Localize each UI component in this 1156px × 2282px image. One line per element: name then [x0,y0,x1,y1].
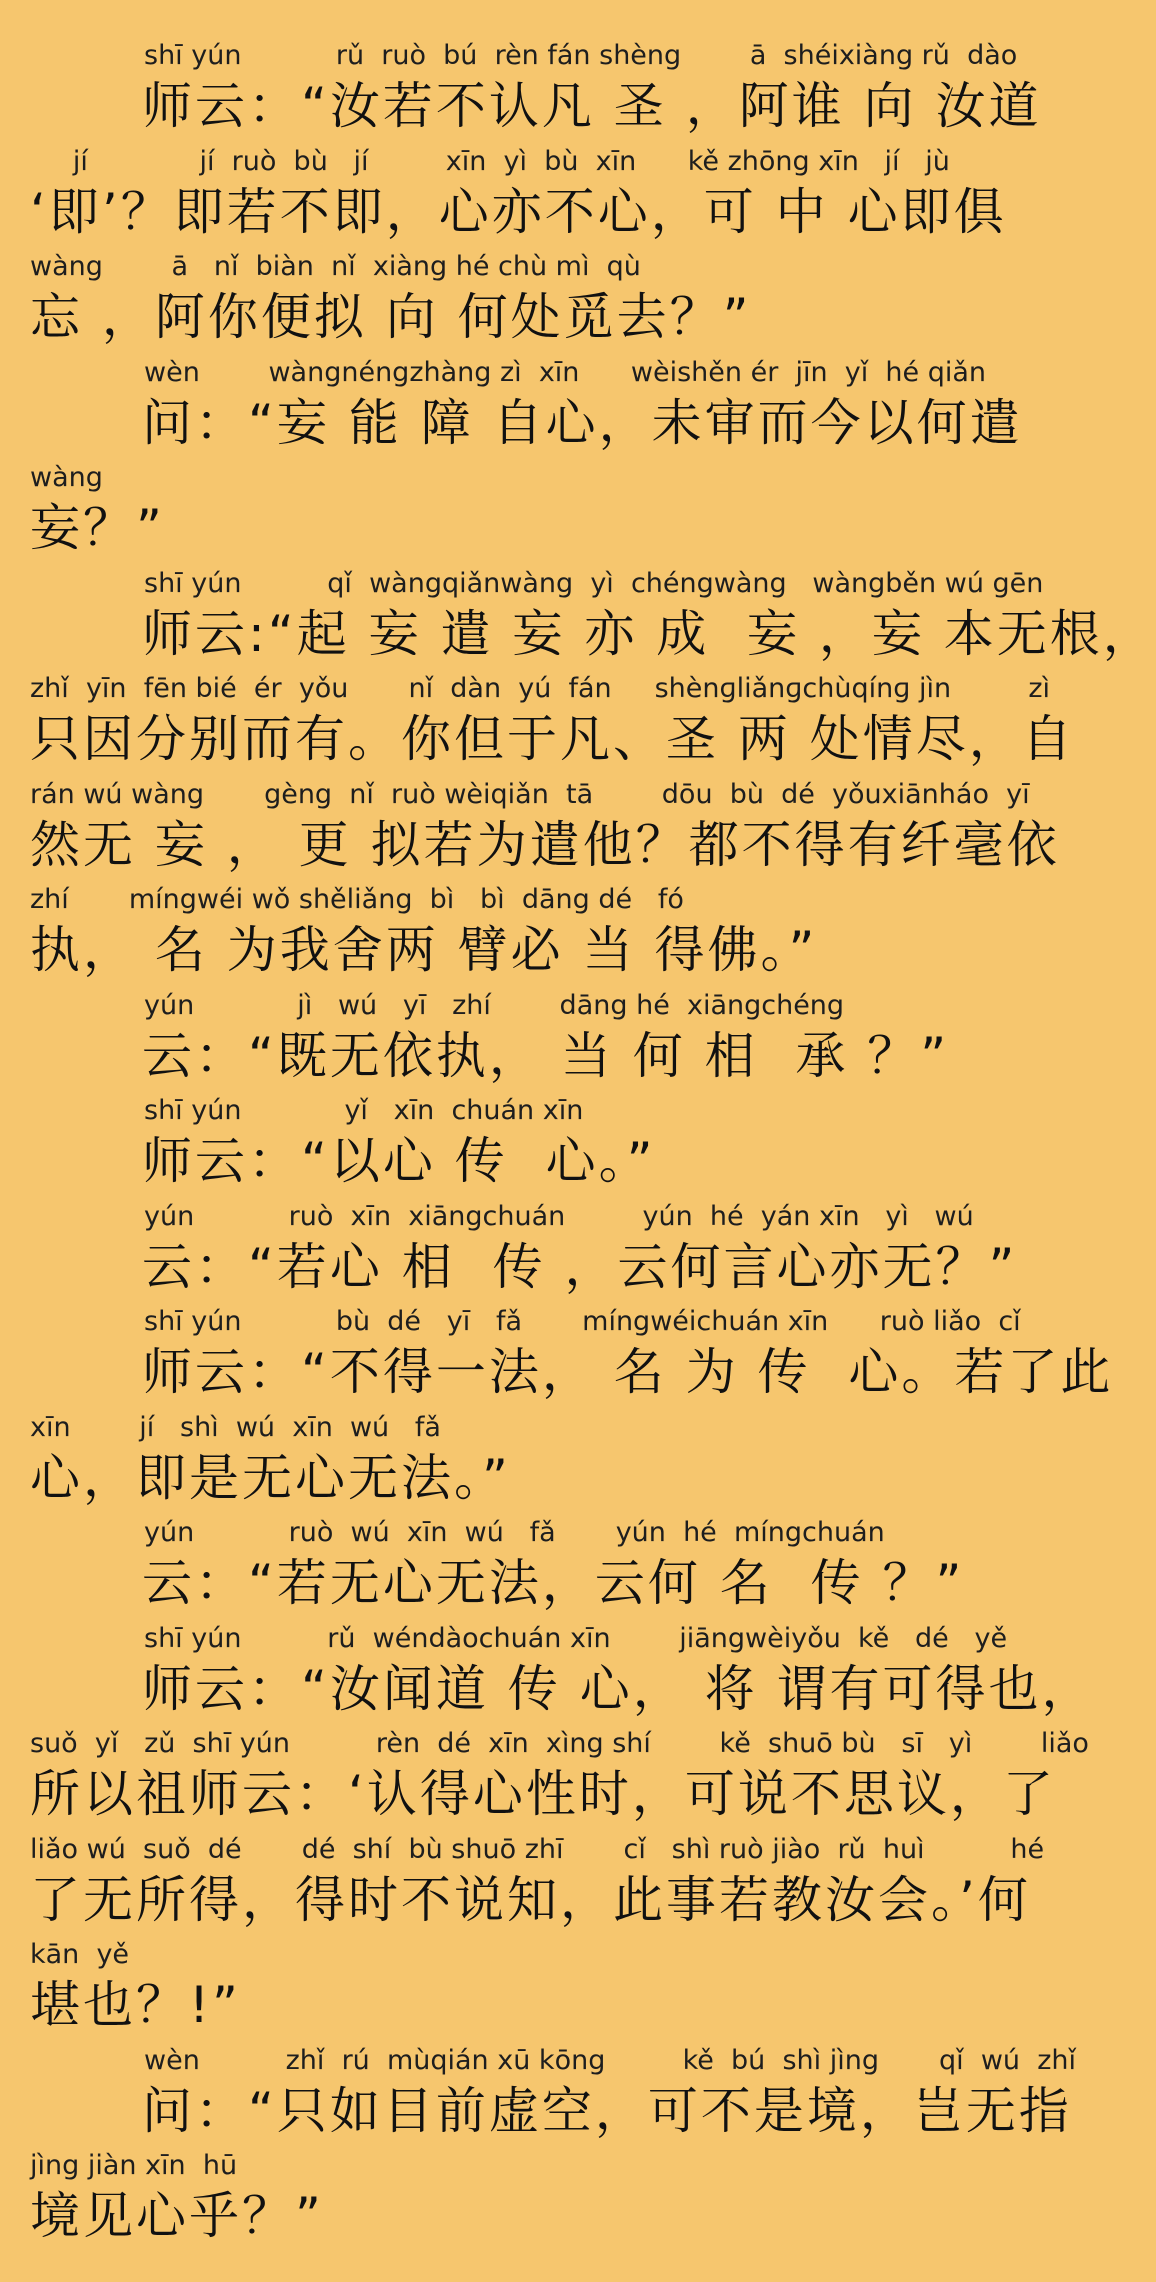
pinyin-line: yún ruò xīn xiāngchuán yún hé yán xīn yì wú [144,1200,974,1232]
text-line [30,1093,1050,1199]
pinyin-line: zhǐ yīn fēn bié ér yǒu nǐ dàn yú fán shènɡliǎnɡchùqínɡ jìn zì [30,673,1050,704]
pinyin-line: wàng [30,462,103,493]
pinyin-line: shī yún yǐ xīn chuán xīn [144,1095,584,1126]
text-line [30,38,1050,144]
text-line [30,988,1050,1094]
hanzi-line: 心，即是无心无法。” [30,1448,511,1507]
hanzi-line: 境见心乎？” [30,2187,324,2245]
pinyin-line: shī yún rǔ ruò bú rèn fán shèng ā shéixiàng rǔ dào [144,40,1018,71]
pinyin-line: xīn jí shì wú xīn wú fǎ [30,1411,441,1443]
pinyin-line: shī yún bù dé yī fǎ míngwéichuán xīn ruò liǎo cǐ [144,1306,1021,1337]
hanzi-line: 问：“妄 能 障 自心，未审而今以何遣 [142,393,1023,452]
text-line [30,1199,1050,1305]
text-line [30,1515,1050,1621]
text-line [30,1410,1050,1516]
text-line [30,355,1050,461]
text-line [30,144,1050,250]
pinyin-line: wèn wàngnéngzhàng zì xīn wèishěn ér jīn yǐ hé qiǎn [144,356,986,388]
pinyin-line: shī yún qǐ wàngqiǎnwàng yì chéngwàng wàngběn wú gēn [144,567,1044,599]
text-line [30,460,1050,566]
pinyin-line: zhí míngwéi wǒ shěliǎng bì bì dāng dé fó [30,884,684,915]
hanzi-line: 然无 妄 ， 更 拟若为遣他？都不得有纤毫依 [30,815,1060,874]
pinyin-line: rán wú wàng gèng nǐ ruò wèiqiǎn tā dōu bù dé yǒuxiānháo yī [30,778,1030,810]
pinyin-line: suǒ yǐ zǔ shī yún rèn dé xīn xìng shí kě shuō bù sī yì liǎo [30,1728,1089,1759]
text-line [30,1304,1114,1410]
text-line [30,1937,1050,2043]
hanzi-line: 师云：“汝若不认凡 圣 ，阿谁 向 汝道 [142,77,1042,135]
text-line [30,2148,1050,2254]
hanzi-line: 忘 ，阿你便拟 向 何处觅去？” [30,288,752,346]
pinyin-line: wèn zhǐ rú mùqián xū kōng kě bú shì jìng qǐ wú zhǐ [144,2044,1076,2076]
hanzi-line: 堪也？!” [30,1976,241,2034]
hanzi-line: 师云:“起 妄 遣 妄 亦 成 妄 ，妄 本无根， [142,604,1156,663]
hanzi-line: 师云：“以心 传 心。” [142,1132,656,1190]
hanzi-line: 师云：“汝闻道 传 心， 将 谓有可得也， [142,1659,1095,1718]
hanzi-line: 只因分别而有。你但于凡、圣 两 处情尽，自 [30,710,1075,768]
hanzi-line: 所以祖师云：‘认得心性时，可说不思议，了 [30,1765,1056,1823]
text-line [30,882,1050,988]
hanzi-line: 云：“若心 相 传 ，云何言心亦无？” [142,1237,1018,1296]
pinyin-line: yún ruò wú xīn wú fǎ yún hé míngchuán [144,1517,885,1548]
text-line [30,249,1050,355]
hanzi-line: 问：“只如目前虚空，可不是境，岂无指 [142,2081,1072,2140]
text-line [30,1726,1089,1832]
hanzi-line: ‘即’？即若不即，心亦不心，可 中 心即俱 [30,182,1007,241]
text-line [30,2043,1076,2149]
pinyin-line: yún jì wú yī zhí dāng hé xiāngchéng [144,989,845,1021]
text-line [30,777,1060,883]
pinyin-line: jí jí ruò bù jí xīn yì bù xīn kě zhōng xīn jí jù [30,145,950,177]
hanzi-line: 了无所得，得时不说知，此事若教汝会。’何 [30,1870,1031,1929]
hanzi-line: 云：“若无心无法，云何 名 传 ？” [142,1554,965,1612]
pinyin-line: kān yě [30,1939,130,1970]
text-line [30,566,1156,672]
hanzi-line: 妄？” [30,499,165,557]
hanzi-line: 师云：“不得一法， 名 为 传 心。若了此 [142,1343,1114,1401]
hanzi-line: 云：“既无依执， 当 何 相 承 ？” [142,1026,950,1085]
pinyin-line: jìng jiàn xīn hū [30,2150,238,2181]
text-line [30,671,1075,777]
pinyin-line: shī yún rǔ wéndàochuán xīn jiāngwèiyǒu kě dé yě [144,1622,1008,1654]
pinyin-line: liǎo wú suǒ dé dé shí bù shuō zhī cǐ shì ruò jiào rǔ huì hé [30,1833,1045,1865]
hanzi-line: 执， 名 为我舍两 臂必 当 得佛。” [30,921,818,979]
text-line [30,1621,1095,1727]
pinyin-line: wàng ā nǐ biàn nǐ xiàng hé chù mì qù [30,251,641,282]
text-line [30,1832,1050,1938]
